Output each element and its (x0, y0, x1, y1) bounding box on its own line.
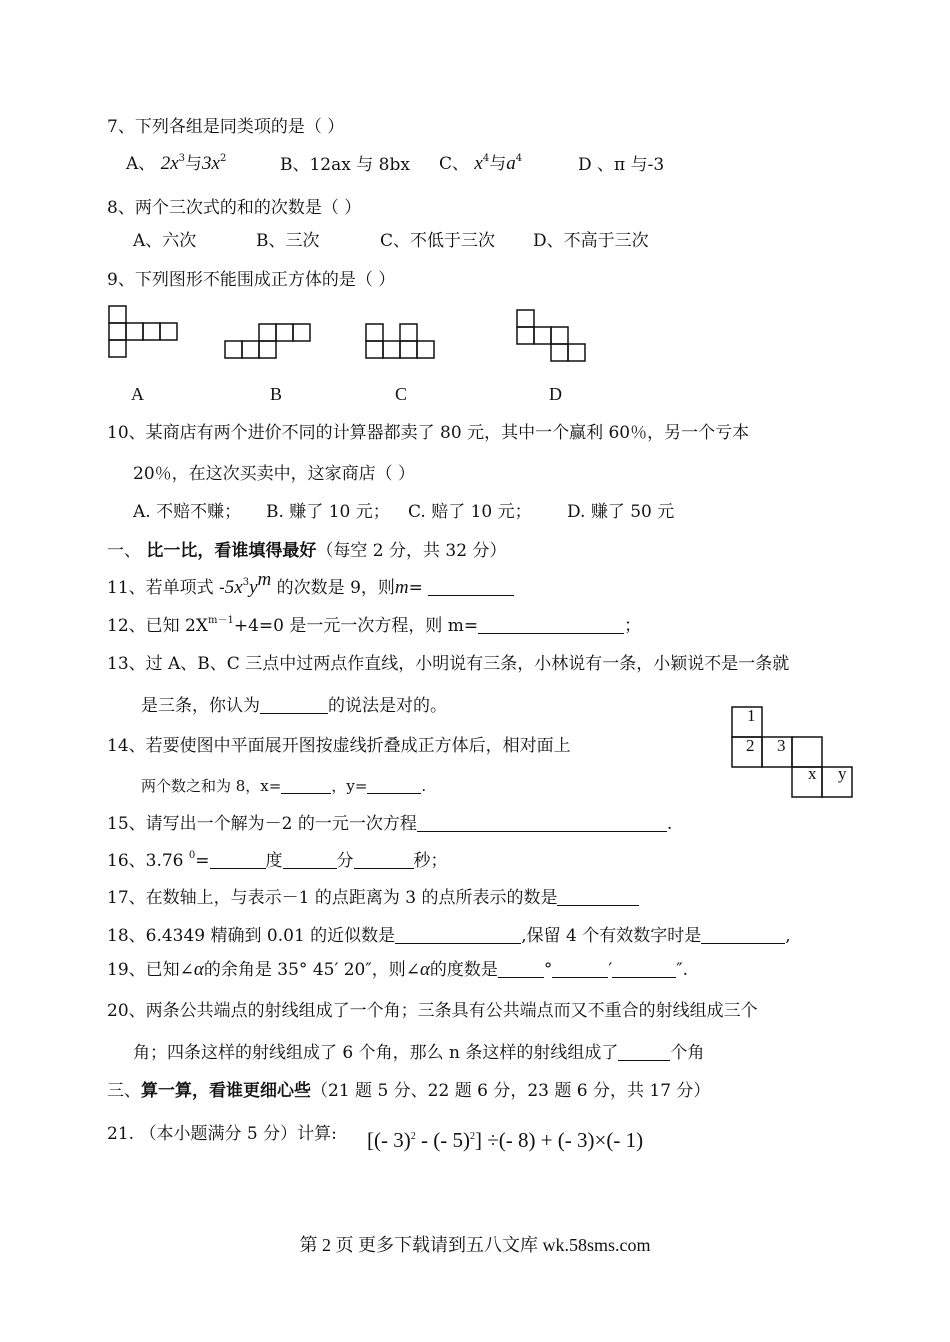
section-3-heading: 三、算一算，看谁更细心些（21 题 5 分、22 题 6 分，23 题 6 分，共 17 分） (107, 1081, 711, 1101)
cube-net-label-d: D (549, 384, 562, 404)
q19-minute-blank[interactable] (552, 961, 608, 978)
q14-net-cell-3: 3 (777, 736, 786, 755)
q10-option-c: C. 赔了 10 元； (408, 502, 532, 522)
q8-option-a: A、六次 (133, 231, 197, 251)
q14-line1: 14、若要使图中平面展开图按虚线折叠成正方体后，相对面上 (107, 736, 571, 756)
q21-expression: [(- 3)$^2$ - (- 5)$^2$] ÷(- 8) + (- 3)×(- 1) (367, 1128, 644, 1152)
q8-option-c: C、不低于三次 (380, 231, 496, 251)
q14-net-cell-x: x (808, 764, 817, 783)
cube-net-label-c: C (395, 384, 408, 404)
q14-line2: 两个数之和为 8，x= ，y= . (141, 777, 427, 795)
q20-answer-blank[interactable] (618, 1044, 670, 1061)
q18-approx-blank[interactable] (395, 927, 521, 944)
q10-option-a: A. 不赔不赚； (133, 502, 242, 522)
q10-stem-line2: 20％，在这次买卖中，这家商店（ ） (133, 464, 416, 484)
q16-second-blank[interactable] (354, 852, 414, 869)
q9-stem: 9、下列图形不能围成正方体的是（ ） (107, 270, 396, 290)
q17: 17、在数轴上，与表示－1 的点距离为 3 的点所表示的数是 (107, 888, 639, 908)
q8-option-d: D、不高于三次 (533, 231, 649, 251)
q15-answer-blank[interactable] (417, 815, 667, 832)
q15: 15、请写出一个解为－2 的一元一次方程 . (107, 814, 673, 834)
q14-y-blank[interactable] (367, 777, 421, 794)
q7-option-c: C、 $x^4$与$a^4$ (439, 153, 523, 174)
q10-option-b: B. 赚了 10 元； (266, 502, 390, 522)
q21-prefix: 21. （本小题满分 5 分）计算: (107, 1124, 337, 1144)
q7-stem: 7、下列各组是同类项的是（ ） (107, 117, 345, 137)
q14-net-cell-1: 1 (747, 706, 756, 725)
q16-degree-blank[interactable] (210, 852, 266, 869)
q20-line1: 20、两条公共端点的射线组成了一个角；三条具有公共端点而又不重合的射线组成三个 (107, 1001, 758, 1021)
q20-line2: 角；四条这样的射线组成了 6 个角，那么 n 条这样的射线组成了 个角 (133, 1043, 705, 1063)
q19: 19、已知∠α的余角是 35° 45′ 20″，则∠α的度数是 ° ′ ″. (107, 959, 689, 980)
q17-answer-blank[interactable] (557, 889, 639, 906)
cube-net-label-a: A (131, 384, 144, 404)
q10-stem-line1: 10、某商店有两个进价不同的计算器都卖了 80 元，其中一个赢利 60％，另一个亏本 (107, 423, 750, 443)
section-2-heading: 一、 比一比，看谁填得最好（每空 2 分，共 32 分） (107, 541, 507, 561)
q8-option-b: B、三次 (256, 231, 320, 251)
q13-line1: 13、过 A、B、C 三点中过两点作直线，小明说有三条，小林说有一条，小颖说不是一条就 (107, 654, 790, 674)
q16: 16、3.76 $^0$= 度 分 秒； (107, 850, 448, 871)
q19-second-blank[interactable] (612, 961, 676, 978)
q16-minute-blank[interactable] (283, 852, 337, 869)
q18: 18、6.4349 精确到 0.01 的近似数是 ,保留 4 个有效数字时是 , (107, 926, 791, 946)
page-footer: 第 2 页 更多下载请到五八文库 wk.58sms.com (299, 1235, 651, 1255)
q18-sigfig-blank[interactable] (701, 927, 785, 944)
q10-option-d: D. 赚了 50 元 (567, 502, 675, 522)
q7-option-a: A、 $2x^3$与$3x^2$ (126, 153, 227, 174)
q14-net-cell-2: 2 (746, 736, 755, 755)
q8-stem: 8、两个三次式的和的次数是（ ） (107, 198, 362, 218)
q13-line2: 是三条，你认为 的说法是对的。 (141, 696, 447, 716)
q14-net-cell-y: y (838, 764, 847, 783)
cube-net-label-b: B (270, 384, 283, 404)
q12: 12、已知 $2X^{m-1}+4=0$ 是一元一次方程，则 m= ； (107, 615, 642, 636)
q19-degree-blank[interactable] (498, 961, 544, 978)
q11: 11、若单项式 $-5x^3y^m$ 的次数是 9，则m= (107, 578, 514, 598)
q7-option-b: B、12ax 与 8bx (280, 155, 410, 175)
q7-option-d: D 、π 与-3 (578, 155, 665, 175)
q14-x-blank[interactable] (281, 777, 331, 794)
